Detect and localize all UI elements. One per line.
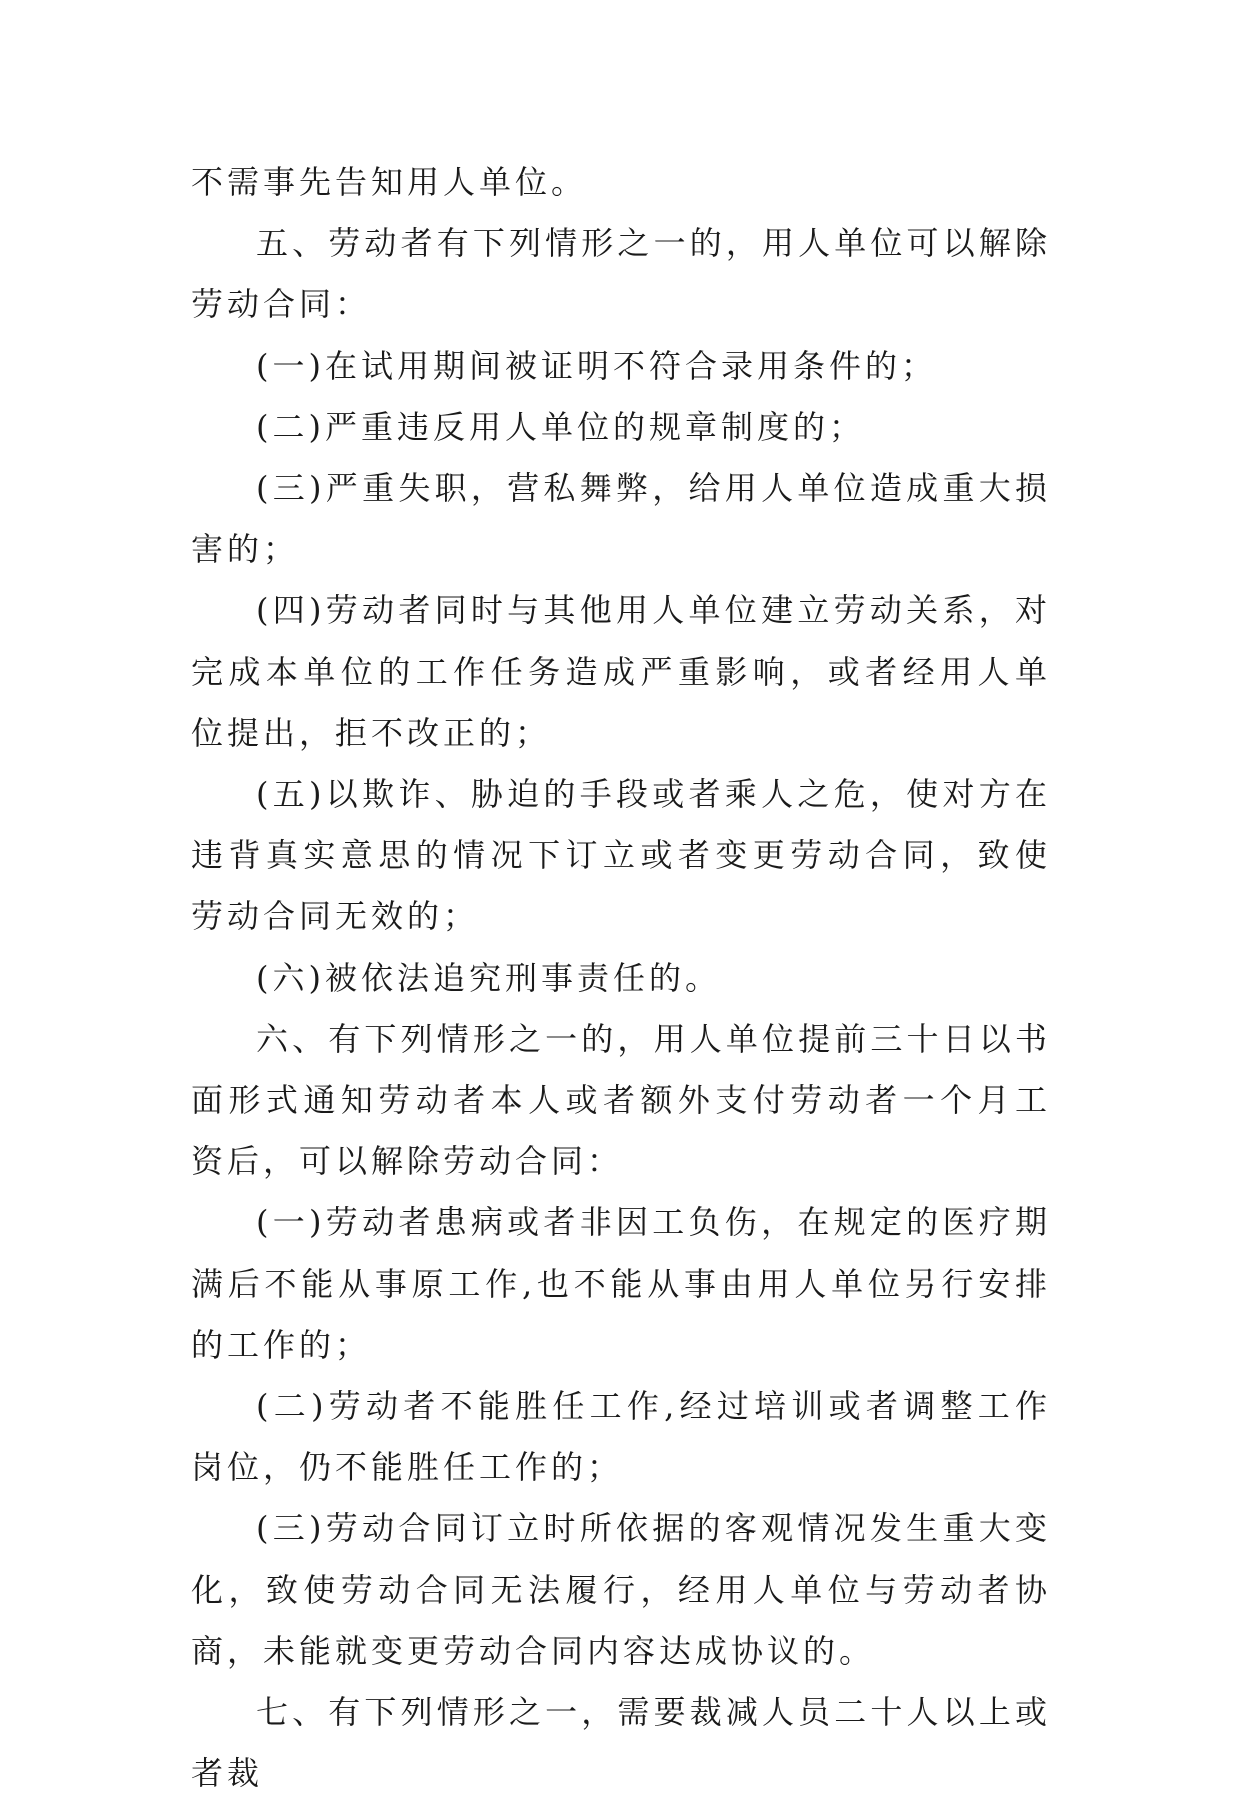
paragraph-item: (二)劳动者不能胜任工作,经过培训或者调整工作岗位，仍不能胜任工作的； [191,1387,1051,1487]
paragraph-article-five: 五、劳动者有下列情形之一的，用人单位可以解除劳动合同： [191,224,1051,324]
paragraph-item: (四)劳动者同时与其他用人单位建立劳动关系，对完成本单位的工作任务造成严重影响，或者经用人单位提出，拒不改正的； [191,591,1051,752]
paragraph-article-seven: 七、有下列情形之一，需要裁减人员二十人以上或者裁 [191,1693,1051,1793]
paragraph-item: (五)以欺诈、胁迫的手段或者乘人之危，使对方在违背真实意思的情况下订立或者变更劳动合同，致使劳动合同无效的； [191,775,1051,936]
paragraph-item: (三)劳动合同订立时所依据的客观情况发生重大变化，致使劳动合同无法履行，经用人单位与劳动者协商，未能就变更劳动合同内容达成协议的。 [191,1509,1051,1670]
paragraph-item: (三)严重失职，营私舞弊，给用人单位造成重大损害的； [191,469,1051,569]
paragraph-continuation: 不需事先告知用人单位。 [191,163,588,201]
paragraph-item: (一)劳动者患病或者非因工负伤，在规定的医疗期满后不能从事原工作,也不能从事由用人单位另行安排的工作的； [191,1203,1051,1364]
paragraph-item: (二)严重违反用人单位的规章制度的； [256,407,865,446]
paragraph-item: (一)在试用期间被证明不符合录用条件的； [256,346,937,385]
document-body [191,152,1051,1804]
paragraph-item: (六)被依法追究刑事责任的。 [256,958,721,997]
paragraph-article-six: 六、有下列情形之一的，用人单位提前三十日以书面形式通知劳动者本人或者额外支付劳动者一个月工资后，可以解除劳动合同： [191,1019,1051,1181]
